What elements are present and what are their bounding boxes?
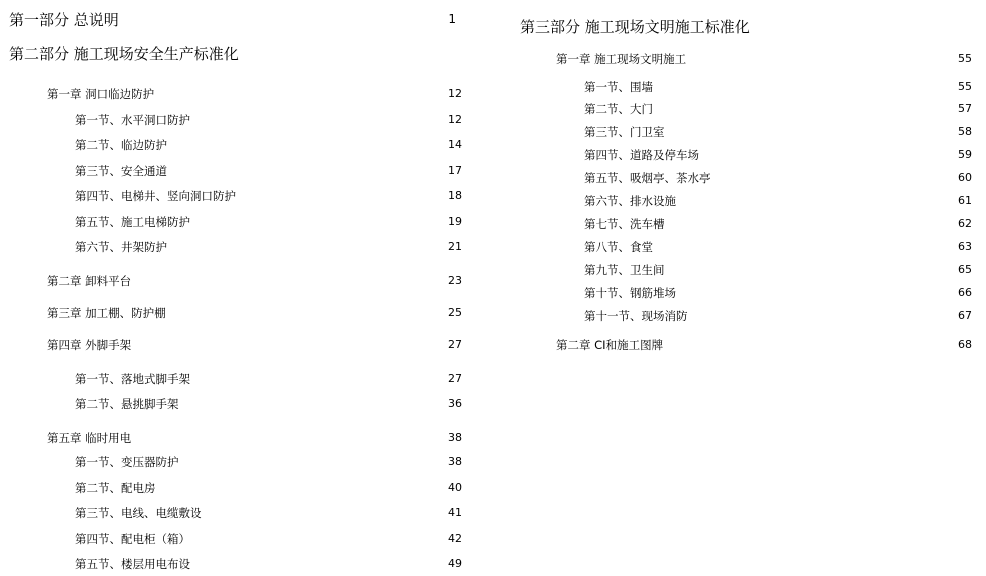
toc-left-ch1-sec3[interactable]: 第三节、安全通道 [75, 164, 167, 178]
toc-right-ch1-sec11-page: 67 [958, 309, 972, 322]
toc-right-ch1-sec5-page: 60 [958, 171, 972, 184]
toc-left-ch4-title[interactable]: 第四章 外脚手架 [47, 338, 132, 352]
toc-right-ch1-sec10-page: 66 [958, 286, 972, 299]
toc-right-ch1-sec3[interactable]: 第三节、门卫室 [584, 125, 665, 139]
toc-left-ch5-sec4-page: 42 [448, 532, 462, 545]
toc-left-ch4-sec2[interactable]: 第二节、悬挑脚手架 [75, 397, 179, 411]
toc-right-ch1-sec7[interactable]: 第七节、洗车槽 [584, 217, 665, 231]
toc-left-ch2-page: 23 [448, 274, 462, 287]
toc-right-ch1-sec6[interactable]: 第六节、排水设施 [584, 194, 676, 208]
toc-left-ch1-sec4[interactable]: 第四节、电梯井、竖向洞口防护 [75, 189, 236, 203]
toc-right-ch1-sec4-page: 59 [958, 148, 972, 161]
toc-left-ch5-sec3[interactable]: 第三节、电线、电缆敷设 [75, 506, 202, 520]
toc-left-ch4-sec2-page: 36 [448, 397, 462, 410]
toc-right-ch1-sec11[interactable]: 第十一节、现场消防 [584, 309, 688, 323]
toc-left-ch5-sec2-page: 40 [448, 481, 462, 494]
toc-left-ch4-sec1-page: 27 [448, 372, 462, 385]
toc-right-ch1-sec5[interactable]: 第五节、吸烟亭、茶水亭 [584, 171, 711, 185]
toc-left-ch5-page: 38 [448, 431, 462, 444]
toc-right-ch1-sec4[interactable]: 第四节、道路及停车场 [584, 148, 699, 162]
toc-left-ch3-title[interactable]: 第三章 加工棚、防护棚 [47, 306, 166, 320]
toc-left-ch1-title[interactable]: 第一章 洞口临边防护 [47, 87, 155, 101]
toc-part2-title[interactable]: 第二部分 施工现场安全生产标准化 [9, 45, 239, 63]
toc-left-ch2-title[interactable]: 第二章 卸料平台 [47, 274, 132, 288]
toc-left-ch1-sec6[interactable]: 第六节、井架防护 [75, 240, 167, 254]
toc-left-ch5-title[interactable]: 第五章 临时用电 [47, 431, 132, 445]
toc-left-ch3-page: 25 [448, 306, 462, 319]
toc-right-ch1-sec10[interactable]: 第十节、钢筋堆场 [584, 286, 676, 300]
toc-right-ch1-sec9-page: 65 [958, 263, 972, 276]
toc-right-ch1-sec3-page: 58 [958, 125, 972, 138]
toc-right-ch1-sec6-page: 61 [958, 194, 972, 207]
toc-left-ch5-sec5[interactable]: 第五节、楼层用电布设 [75, 557, 190, 571]
toc-right-ch1-title[interactable]: 第一章 施工现场文明施工 [556, 52, 687, 66]
toc-left-ch5-sec3-page: 41 [448, 506, 462, 519]
toc-part1-title[interactable]: 第一部分 总说明 [9, 11, 119, 29]
toc-left-ch1-sec3-page: 17 [448, 164, 462, 177]
toc-left-ch1-sec1-page: 12 [448, 113, 462, 126]
toc-right-ch2-page: 68 [958, 338, 972, 351]
toc-right-ch1-sec9[interactable]: 第九节、卫生间 [584, 263, 665, 277]
toc-part1-page: 1 [448, 12, 456, 26]
toc-left-ch1-page: 12 [448, 87, 462, 100]
toc-left-ch5-sec1-page: 38 [448, 455, 462, 468]
toc-left-ch1-sec5-page: 19 [448, 215, 462, 228]
toc-left-ch5-sec1[interactable]: 第一节、变压器防护 [75, 455, 179, 469]
toc-right-ch2-title[interactable]: 第二章 CI和施工图牌 [556, 338, 664, 352]
toc-right-ch1-sec8-page: 63 [958, 240, 972, 253]
toc-left-ch4-page: 27 [448, 338, 462, 351]
toc-right-ch1-sec8[interactable]: 第八节、食堂 [584, 240, 653, 254]
toc-right-ch1-sec2[interactable]: 第二节、大门 [584, 102, 653, 116]
toc-left-ch5-sec4[interactable]: 第四节、配电柜（箱） [75, 532, 190, 546]
toc-left-ch1-sec2[interactable]: 第二节、临边防护 [75, 138, 167, 152]
toc-right-ch1-sec1[interactable]: 第一节、围墙 [584, 80, 653, 94]
toc-left-ch1-sec4-page: 18 [448, 189, 462, 202]
toc-part3-title[interactable]: 第三部分 施工现场文明施工标准化 [520, 18, 750, 36]
toc-left-ch5-sec2[interactable]: 第二节、配电房 [75, 481, 156, 495]
toc-right-ch1-page: 55 [958, 52, 972, 65]
toc-right-ch1-sec1-page: 55 [958, 80, 972, 93]
toc-left-ch1-sec6-page: 21 [448, 240, 462, 253]
toc-left-ch1-sec1[interactable]: 第一节、水平洞口防护 [75, 113, 190, 127]
toc-right-ch1-sec2-page: 57 [958, 102, 972, 115]
toc-left-ch1-sec5[interactable]: 第五节、施工电梯防护 [75, 215, 190, 229]
toc-left-ch5-sec5-page: 49 [448, 557, 462, 570]
toc-right-ch1-sec7-page: 62 [958, 217, 972, 230]
toc-left-ch4-sec1[interactable]: 第一节、落地式脚手架 [75, 372, 190, 386]
toc-left-ch1-sec2-page: 14 [448, 138, 462, 151]
